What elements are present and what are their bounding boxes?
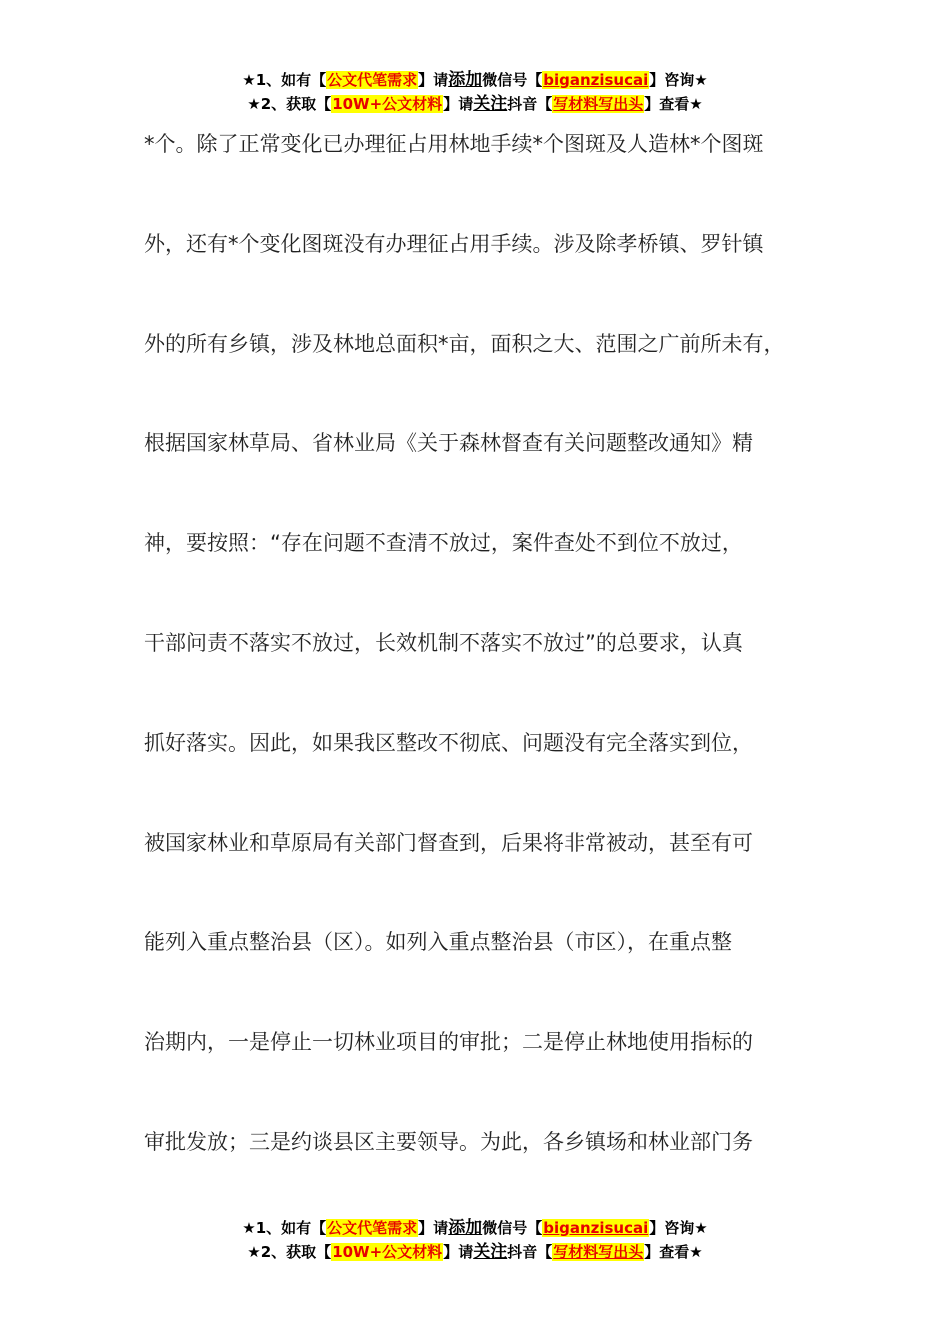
header-banner	[0, 68, 950, 116]
banner-text: ★2、获取【	[247, 95, 332, 113]
banner-text: 微信号【	[482, 1219, 543, 1237]
banner-text: 】查看★	[644, 1243, 703, 1261]
paragraph-line: 能列入重点整治县（区）。如列入重点整治县（市区），在重点整	[144, 930, 732, 955]
ghostwriting-highlight: 公文代笔需求	[327, 1219, 418, 1237]
banner-text: 】请	[443, 1243, 474, 1261]
paragraph-line: 根据国家林草局、省林业局《关于森林督查有关问题整改通知》精	[144, 431, 753, 456]
banner-emphasis: 关注	[473, 1242, 508, 1262]
banner-text: 】请	[443, 95, 474, 113]
banner-emphasis: 添加	[448, 1218, 483, 1238]
banner-text: 】咨询★	[649, 71, 708, 89]
paragraph-line: 神，要按照：“存在问题不查清不放过，案件查处不到位不放过，	[144, 531, 743, 556]
douyin-account-link[interactable]: 写材料写出头	[553, 1243, 644, 1261]
paragraph-line: 治期内，一是停止一切林业项目的审批；二是停止林地使用指标的	[144, 1030, 753, 1055]
banner-text: ★2、获取【	[247, 1243, 332, 1261]
douyin-account-link[interactable]: 写材料写出头	[553, 95, 644, 113]
paragraph-line: 审批发放；三是约谈县区主要领导。为此，各乡镇场和林业部门务	[144, 1129, 753, 1154]
banner-emphasis: 关注	[473, 94, 508, 114]
banner-emphasis: 添加	[448, 70, 483, 90]
banner-text: 】请	[418, 1219, 449, 1237]
paragraph-line: 干部问责不落实不放过，长效机制不落实不放过”的总要求，认真	[144, 630, 743, 655]
wechat-id-link[interactable]: biganzisucai	[543, 71, 649, 89]
paragraph-line: *个。除了正常变化已办理征占用林地手续*个图斑及人造林*个图斑	[144, 132, 764, 156]
ghostwriting-highlight: 公文代笔需求	[327, 71, 418, 89]
banner-line-1	[0, 68, 950, 92]
paragraph-line: 外的所有乡镇，涉及林地总面积*亩，面积之大、范围之广前所未有，	[144, 331, 785, 356]
banner-line-2	[0, 1240, 950, 1264]
banner-text: 】请	[418, 71, 449, 89]
banner-line-2	[0, 92, 950, 116]
paragraph-line: 被国家林业和草原局有关部门督查到，后果将非常被动，甚至有可	[144, 830, 753, 855]
banner-text: 】查看★	[644, 95, 703, 113]
banner-text: ★1、如有【	[242, 71, 327, 89]
banner-text: 抖音【	[507, 95, 553, 113]
banner-text: 微信号【	[482, 71, 543, 89]
banner-text: 抖音【	[507, 1243, 553, 1261]
materials-highlight: 10W+公文材料	[332, 95, 443, 113]
banner-text: 】咨询★	[649, 1219, 708, 1237]
footer-banner	[0, 1216, 950, 1264]
wechat-id-link[interactable]: biganzisucai	[543, 1219, 649, 1237]
banner-line-1	[0, 1216, 950, 1240]
paragraph-line: 抓好落实。因此，如果我区整改不彻底、问题没有完全落实到位，	[144, 730, 753, 755]
materials-highlight: 10W+公文材料	[332, 1243, 443, 1261]
document-body	[144, 118, 844, 1216]
banner-text: ★1、如有【	[242, 1219, 327, 1237]
paragraph-line: 外，还有*个变化图斑没有办理征占用手续。涉及除孝桥镇、罗针镇	[144, 231, 764, 256]
